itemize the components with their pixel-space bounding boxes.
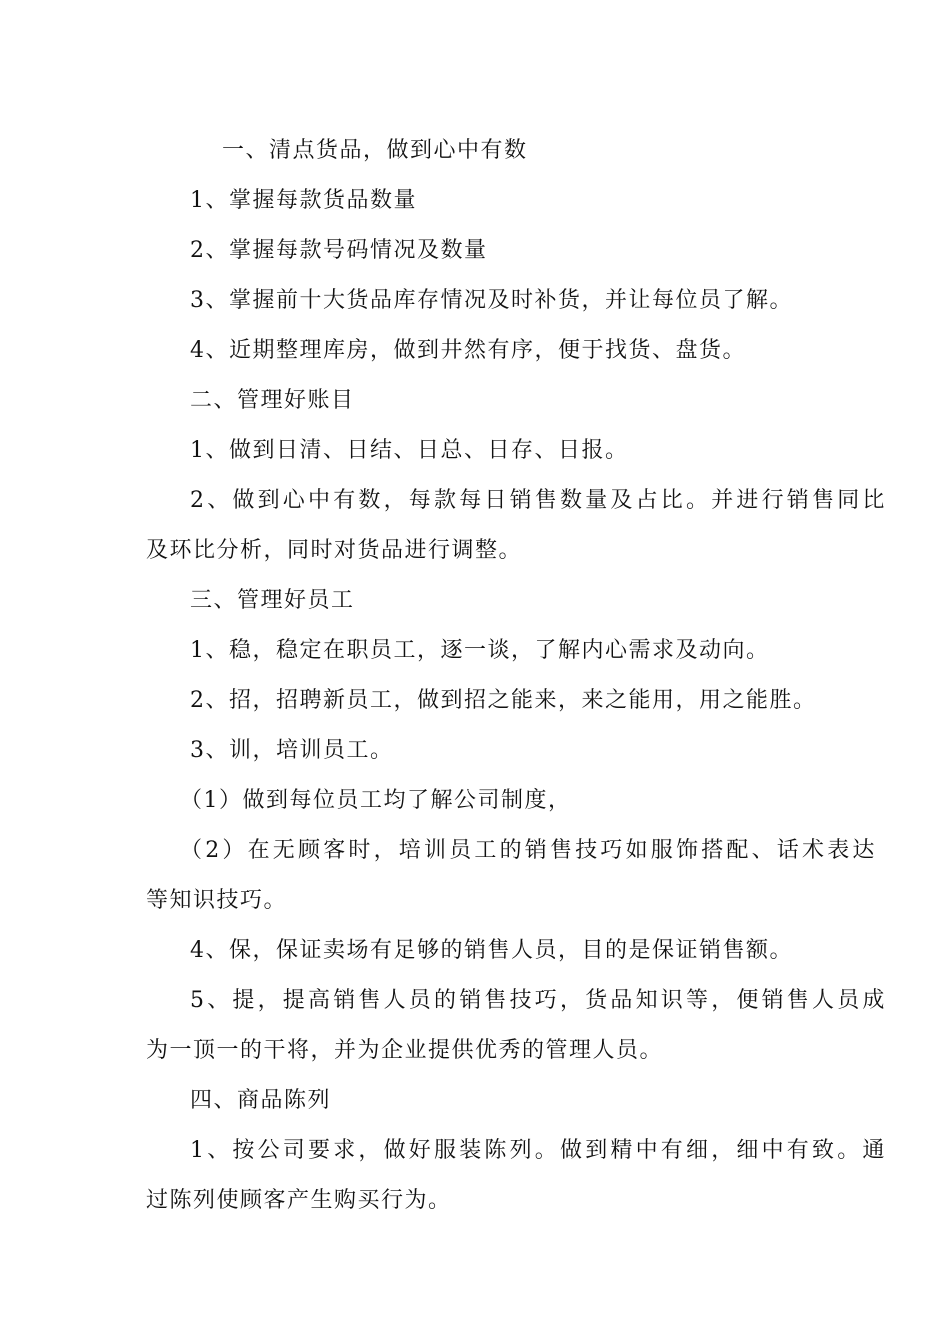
paragraph: （2）在无顾客时，培训员工的销售技巧如服饰搭配、话术表达 xyxy=(180,838,878,863)
paragraph: 3、掌握前十大货品库存情况及时补货，并让每位员了解。 xyxy=(190,288,793,313)
paragraph: 1、掌握每款货品数量 xyxy=(190,188,417,213)
paragraph-continuation: 等知识技巧。 xyxy=(146,888,288,913)
section-heading-1: 一、清点货品，做到心中有数 xyxy=(222,138,528,163)
paragraph-continuation: 及环比分析，同时对货品进行调整。 xyxy=(146,538,523,563)
paragraph: 2、掌握每款号码情况及数量 xyxy=(190,238,488,263)
paragraph: （1）做到每位员工均了解公司制度， xyxy=(180,788,572,813)
section-heading-2: 二、管理好账目 xyxy=(190,388,355,413)
paragraph: 1、稳，稳定在职员工，逐一谈，了解内心需求及动向。 xyxy=(190,638,770,663)
section-heading-3: 三、管理好员工 xyxy=(190,588,355,613)
paragraph: 1、做到日清、日结、日总、日存、日报。 xyxy=(190,438,629,463)
paragraph: 4、近期整理库房，做到井然有序，便于找货、盘货。 xyxy=(190,338,746,363)
paragraph: 5、提，提高销售人员的销售技巧，货品知识等，便销售人员成 xyxy=(190,988,888,1013)
paragraph: 2、做到心中有数，每款每日销售数量及占比。并进行销售同比 xyxy=(190,488,888,513)
paragraph: 1、按公司要求，做好服装陈列。做到精中有细，细中有致。通 xyxy=(190,1138,888,1163)
paragraph: 2、招，招聘新员工，做到招之能来，来之能用，用之能胜。 xyxy=(190,688,817,713)
paragraph: 3、训，培训员工。 xyxy=(190,738,394,763)
paragraph-continuation: 过陈列使顾客产生购买行为。 xyxy=(146,1188,452,1213)
paragraph: 4、保，保证卖场有足够的销售人员，目的是保证销售额。 xyxy=(190,938,793,963)
paragraph-continuation: 为一顶一的干将，并为企业提供优秀的管理人员。 xyxy=(146,1038,664,1063)
section-heading-4: 四、商品陈列 xyxy=(190,1088,332,1113)
